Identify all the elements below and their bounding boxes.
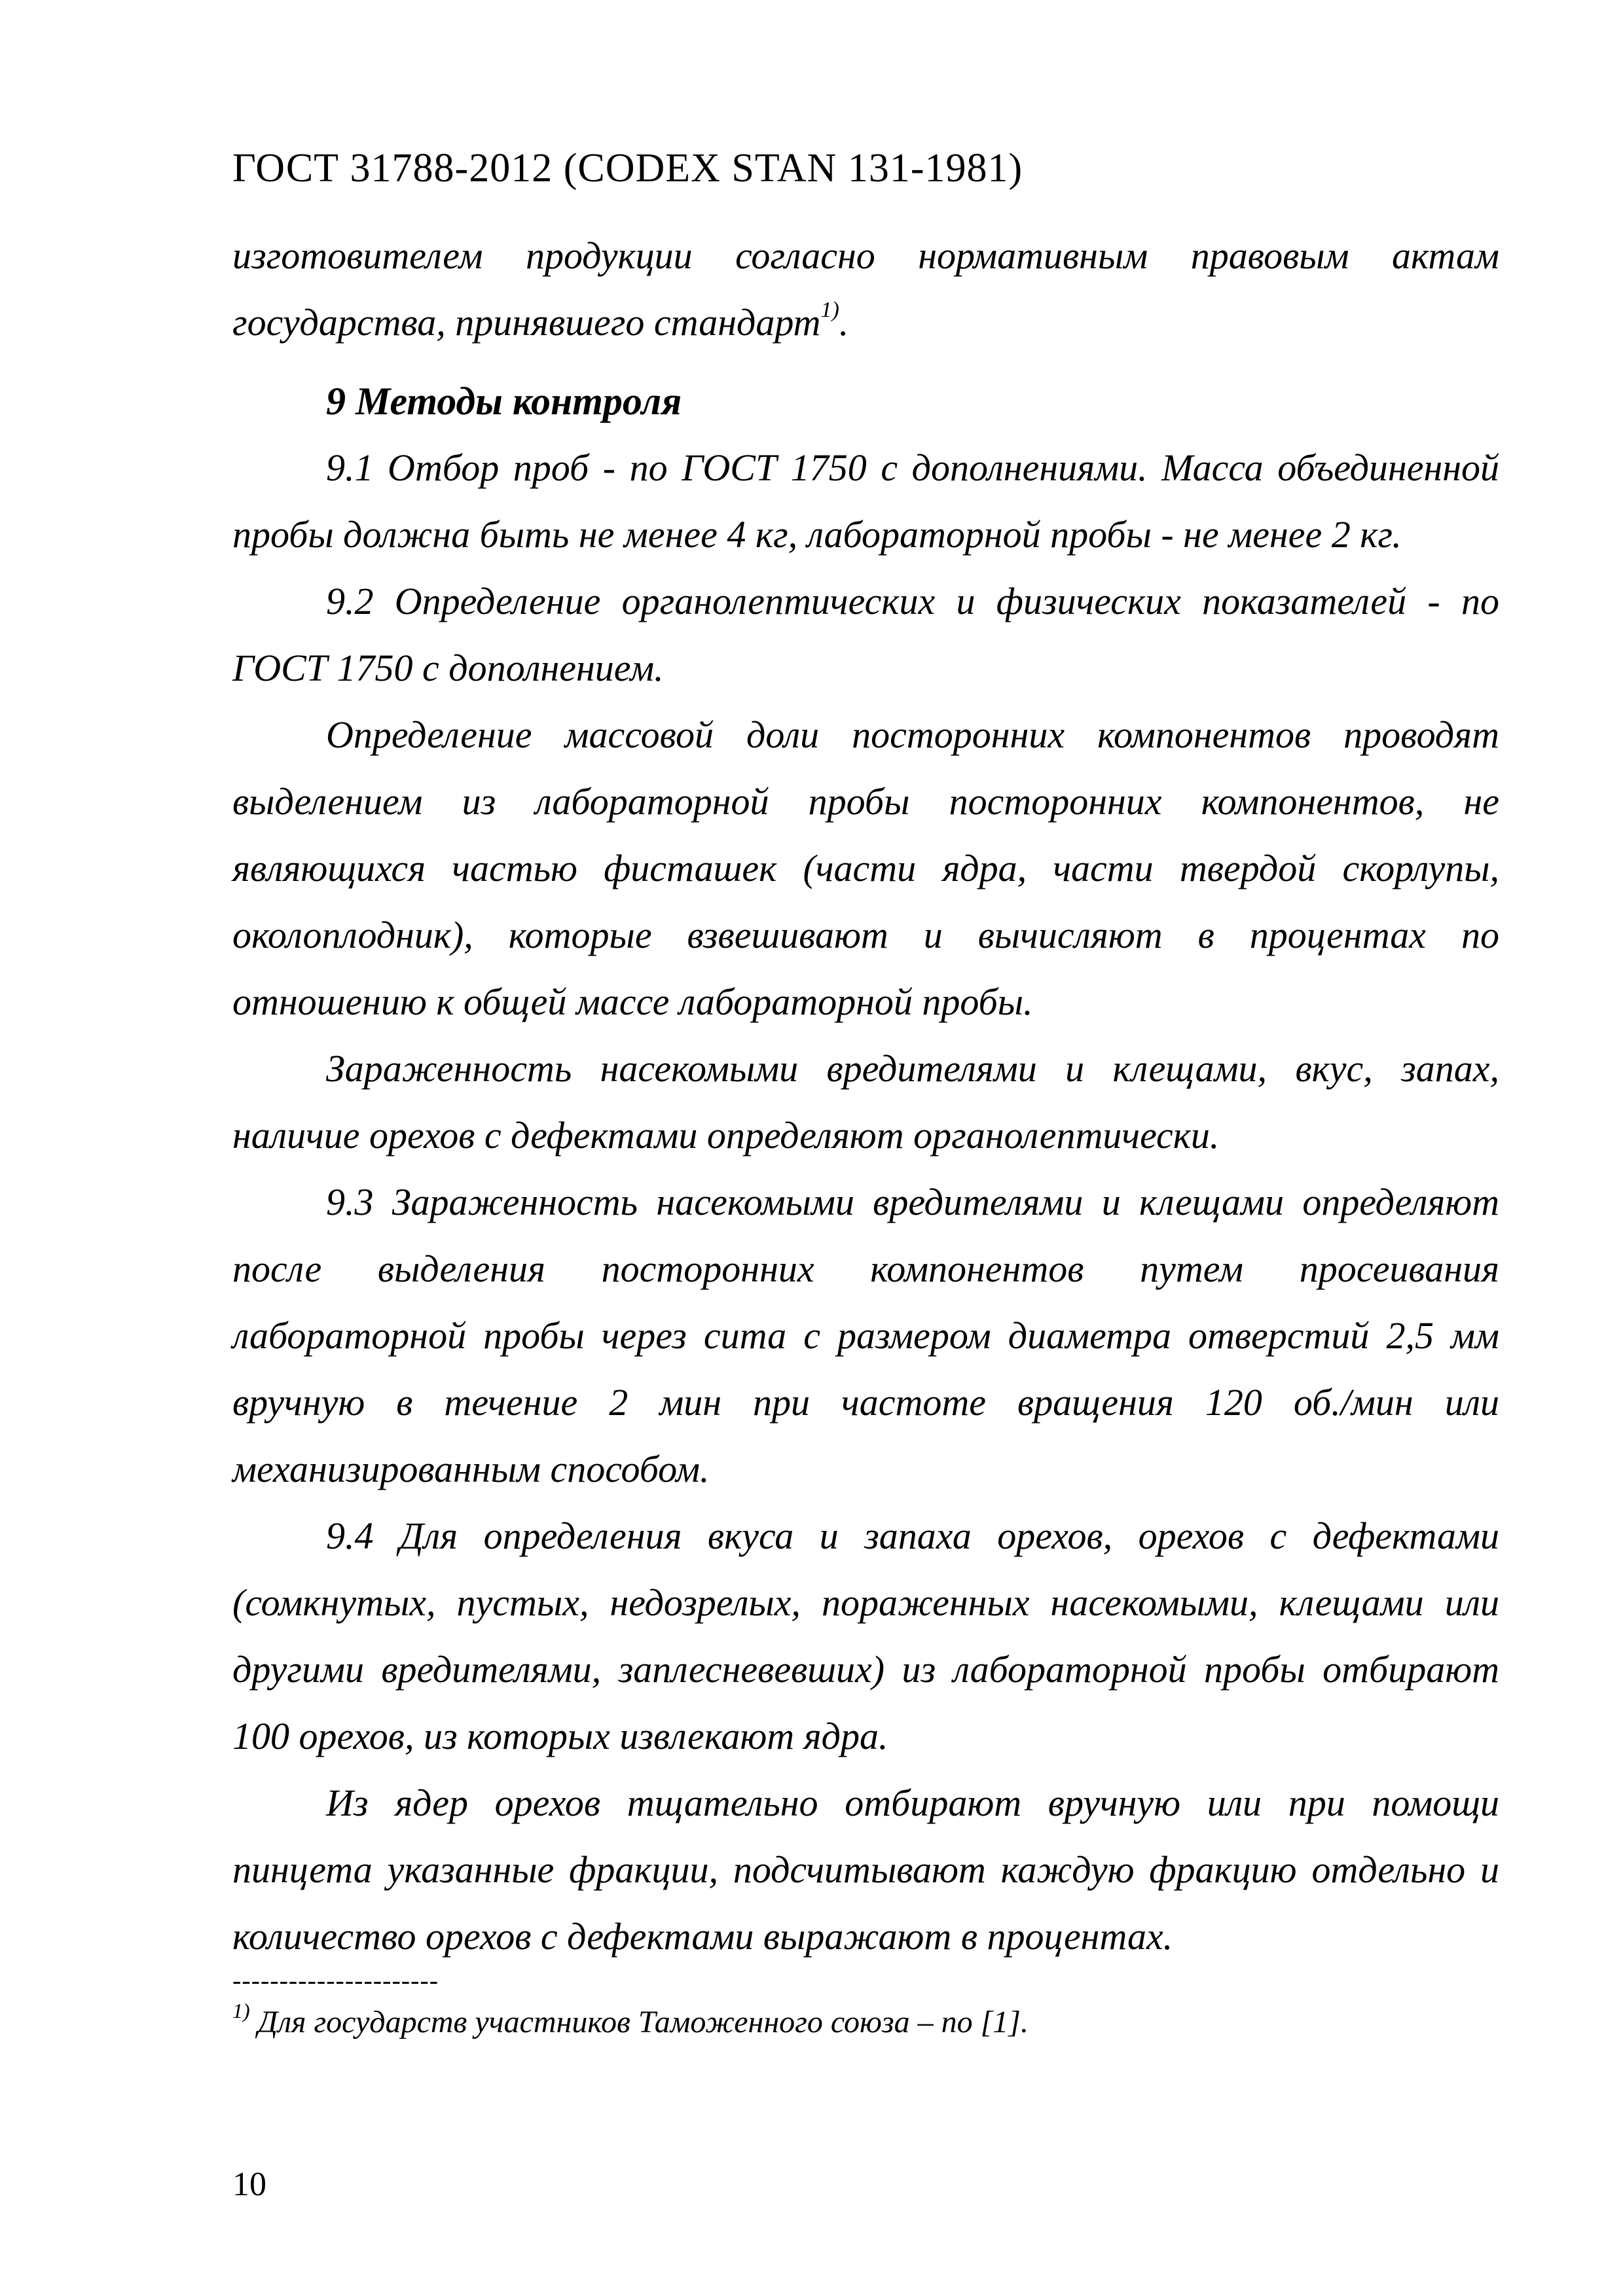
section-body [232,368,1499,1970]
continuation-paragraph [232,223,1499,356]
document-header: ГОСТ 31788-2012 (CODEX STAN 131-1981) [232,146,1023,190]
paragraph-9-1: 9.1 Отбор проб - по ГОСТ 1750 с дополнениями. Масса объединенной пробы должна быть не менее 4 кг, лабораторной пробы - не менее 2 кг. [232,446,1499,556]
section-heading: 9 Методы контроля [326,380,682,423]
paragraph-kernel-fractions: Из ядер орехов тщательно отбирают вручную или при помощи пинцета указанные фракции, подсчитывают каждую фракцию отдельно и количество орехов с дефектами выражают в процентах. [232,1782,1499,1958]
footnote-reference: 1) [820,298,839,322]
paragraph-9-3: 9.3 Зараженность насекомыми вредителями и клещами определяют после выделения посторонних компонентов путем просеивания лабораторной пробы через сита с размером диаметра отверстий 2,5 мм вручную в течение 2 мин при частоте вращения 120 об./мин или механизированным способом. [232,1181,1499,1490]
footnote-separator: ---------------------- [232,1965,439,1995]
paragraph-foreign-components: Определение массовой доли посторонних компонентов проводят выделением из лабораторной пробы посторонних компонентов, не являющихся частью фисташек (части ядра, части твердой скорлупы, околоплодник), которые взвешивают и вычисляют в процентах по отношению к общей массе лабораторной пробы. [232,713,1499,1023]
continuation-text: изготовителем продукции согласно нормативным правовым актам государства, принявшего стандарт [232,234,1499,344]
footnote-mark: 1) [232,1999,250,2022]
paragraph-9-4: 9.4 Для определения вкуса и запаха орехов, орехов с дефектами (сомкнутых, пустых, недозрелых, пораженных насекомыми, клещами или другими вредителями, заплесневевших) из лабораторной пробы отбирают 100 орехов, из которых извлекают ядра. [232,1515,1499,1757]
footnote [232,1999,1029,2040]
paragraph-9-2: 9.2 Определение органолептических и физических показателей - по ГОСТ 1750 с дополнением. [232,580,1499,689]
continuation-end: . [839,301,849,344]
paragraph-infestation-organoleptic: Зараженность насекомыми вредителями и клещами, вкус, запах, наличие орехов с дефектами определяют органолептически. [232,1047,1499,1157]
footnote-text: Для государств участников Таможенного союза – по [1]. [249,2005,1029,2039]
page-number: 10 [232,2166,266,2203]
